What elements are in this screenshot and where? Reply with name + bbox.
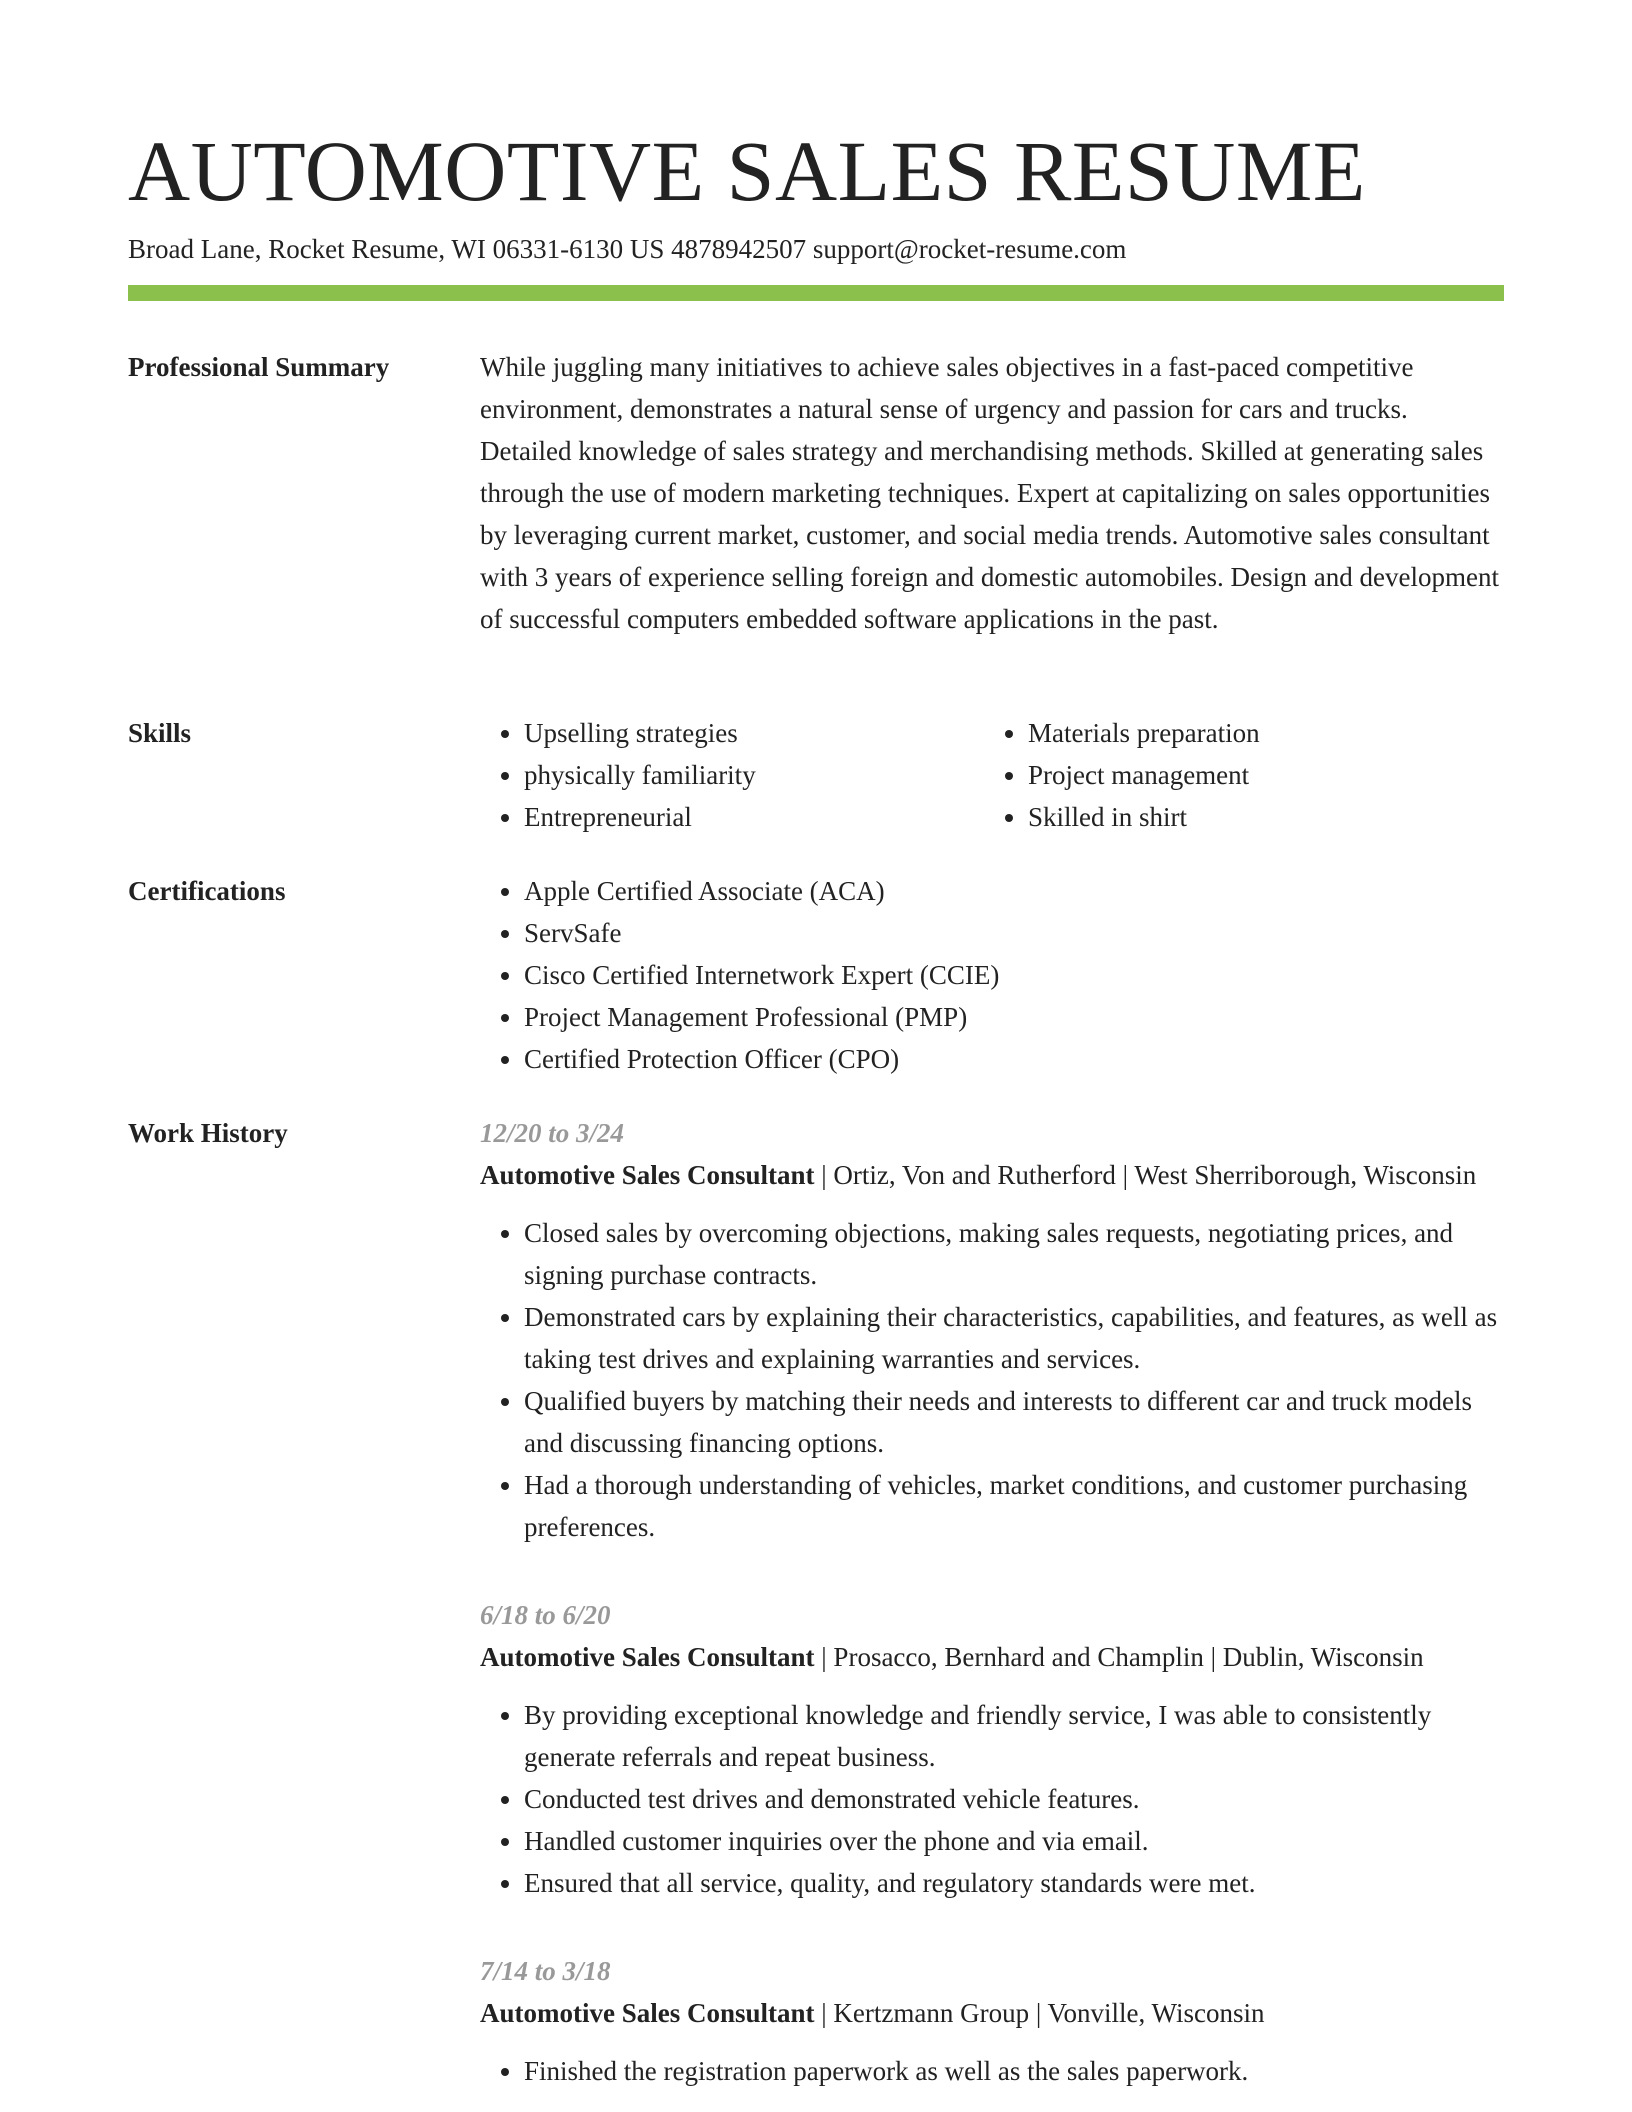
certification-item: • Cisco Certified Internetwork Expert (CCIE) — [524, 954, 1504, 996]
skill-item: • Project management — [1028, 754, 1488, 796]
job-employer-location: | Kertzmann Group | Vonville, Wisconsin — [814, 1998, 1265, 2028]
job-duty: • Handled customer inquiries over the phone and via email. — [524, 1820, 1504, 1862]
job-title: Automotive Sales Consultant — [480, 1160, 815, 1190]
job-heading — [480, 1636, 1504, 1678]
job-duties-list — [480, 2050, 1504, 2092]
job-date: 7/14 to 3/18 — [480, 1956, 611, 1986]
job-entry — [480, 1112, 1504, 1548]
certifications-list — [480, 870, 1504, 1080]
job-duty: • Demonstrated cars by explaining their characteristics, capabilities, and features, as well as taking test drives and explaining warranties and services. — [524, 1296, 1504, 1380]
certifications-label: Certifications — [128, 876, 286, 906]
certification-item: • Apple Certified Associate (ACA) — [524, 870, 1504, 912]
certification-item: • Project Management Professional (PMP) — [524, 996, 1504, 1038]
skills-label: Skills — [128, 718, 192, 748]
skills-list-left — [480, 712, 984, 838]
job-duty: • Had a thorough understanding of vehicles, market conditions, and customer purchasing preferences. — [524, 1464, 1504, 1548]
job-heading — [480, 1992, 1504, 2034]
job-duty: • Qualified buyers by matching their needs and interests to different car and truck models and discussing financing options. — [524, 1380, 1504, 1464]
certification-item: • ServSafe — [524, 912, 1504, 954]
summary-label: Professional Summary — [128, 352, 390, 382]
job-date: 12/20 to 3/24 — [480, 1118, 625, 1148]
job-duty: • Conducted test drives and demonstrated vehicle features. — [524, 1778, 1504, 1820]
skill-item: • physically familiarity — [524, 754, 984, 796]
job-duty: • Ensured that all service, quality, and regulatory standards were met. — [524, 1862, 1504, 1904]
skill-item: • Skilled in shirt — [1028, 796, 1488, 838]
job-date: 6/18 to 6/20 — [480, 1600, 611, 1630]
job-duties-list — [480, 1694, 1504, 1904]
job-entry — [480, 1594, 1504, 1904]
job-duty: • Closed sales by overcoming objections, making sales requests, negotiating prices, and signing purchase contracts. — [524, 1212, 1504, 1296]
job-employer-location: | Ortiz, Von and Rutherford | West Sherriborough, Wisconsin — [814, 1160, 1477, 1190]
job-duties-list — [480, 1212, 1504, 1548]
job-duty: • Finished the registration paperwork as well as the sales paperwork. — [524, 2050, 1504, 2092]
job-duty: • By providing exceptional knowledge and friendly service, I was able to consistently generate referrals and repeat business. — [524, 1694, 1504, 1778]
job-entry — [480, 1950, 1504, 2092]
skills-grid — [480, 712, 1504, 838]
contact-line: Broad Lane, Rocket Resume, WI 06331-6130 US 4878942507 support@rocket-resume.com — [128, 234, 1127, 264]
skill-item: • Materials preparation — [1028, 712, 1488, 754]
summary-text: While juggling many initiatives to achieve sales objectives in a fast-paced competitive environment, demonstrates a natural sense of urgency and passion for cars and trucks. Detailed knowledge of sales strategy and merchandising methods. Skilled at generating sales through the use of modern marketing techniques. Expert at capitalizing on sales opportunities by leveraging current market, customer, and social media trends. Automotive sales consultant with 3 years of experience selling foreign and domestic automobiles. Design and development of successful computers embedded software applications in the past. — [480, 352, 1499, 634]
job-heading — [480, 1154, 1504, 1196]
certification-item: • Certified Protection Officer (CPO) — [524, 1038, 1504, 1080]
resume-title: AUTOMOTIVE SALES RESUME — [128, 123, 1366, 219]
skill-item: • Entrepreneurial — [524, 796, 984, 838]
skill-item: • Upselling strategies — [524, 712, 984, 754]
job-title: Automotive Sales Consultant — [480, 1998, 815, 2028]
job-title: Automotive Sales Consultant — [480, 1642, 815, 1672]
work-history-label: Work History — [128, 1118, 288, 1148]
skills-list-right — [984, 712, 1488, 838]
header-divider — [128, 285, 1504, 301]
job-employer-location: | Prosacco, Bernhard and Champlin | Dublin, Wisconsin — [814, 1642, 1424, 1672]
